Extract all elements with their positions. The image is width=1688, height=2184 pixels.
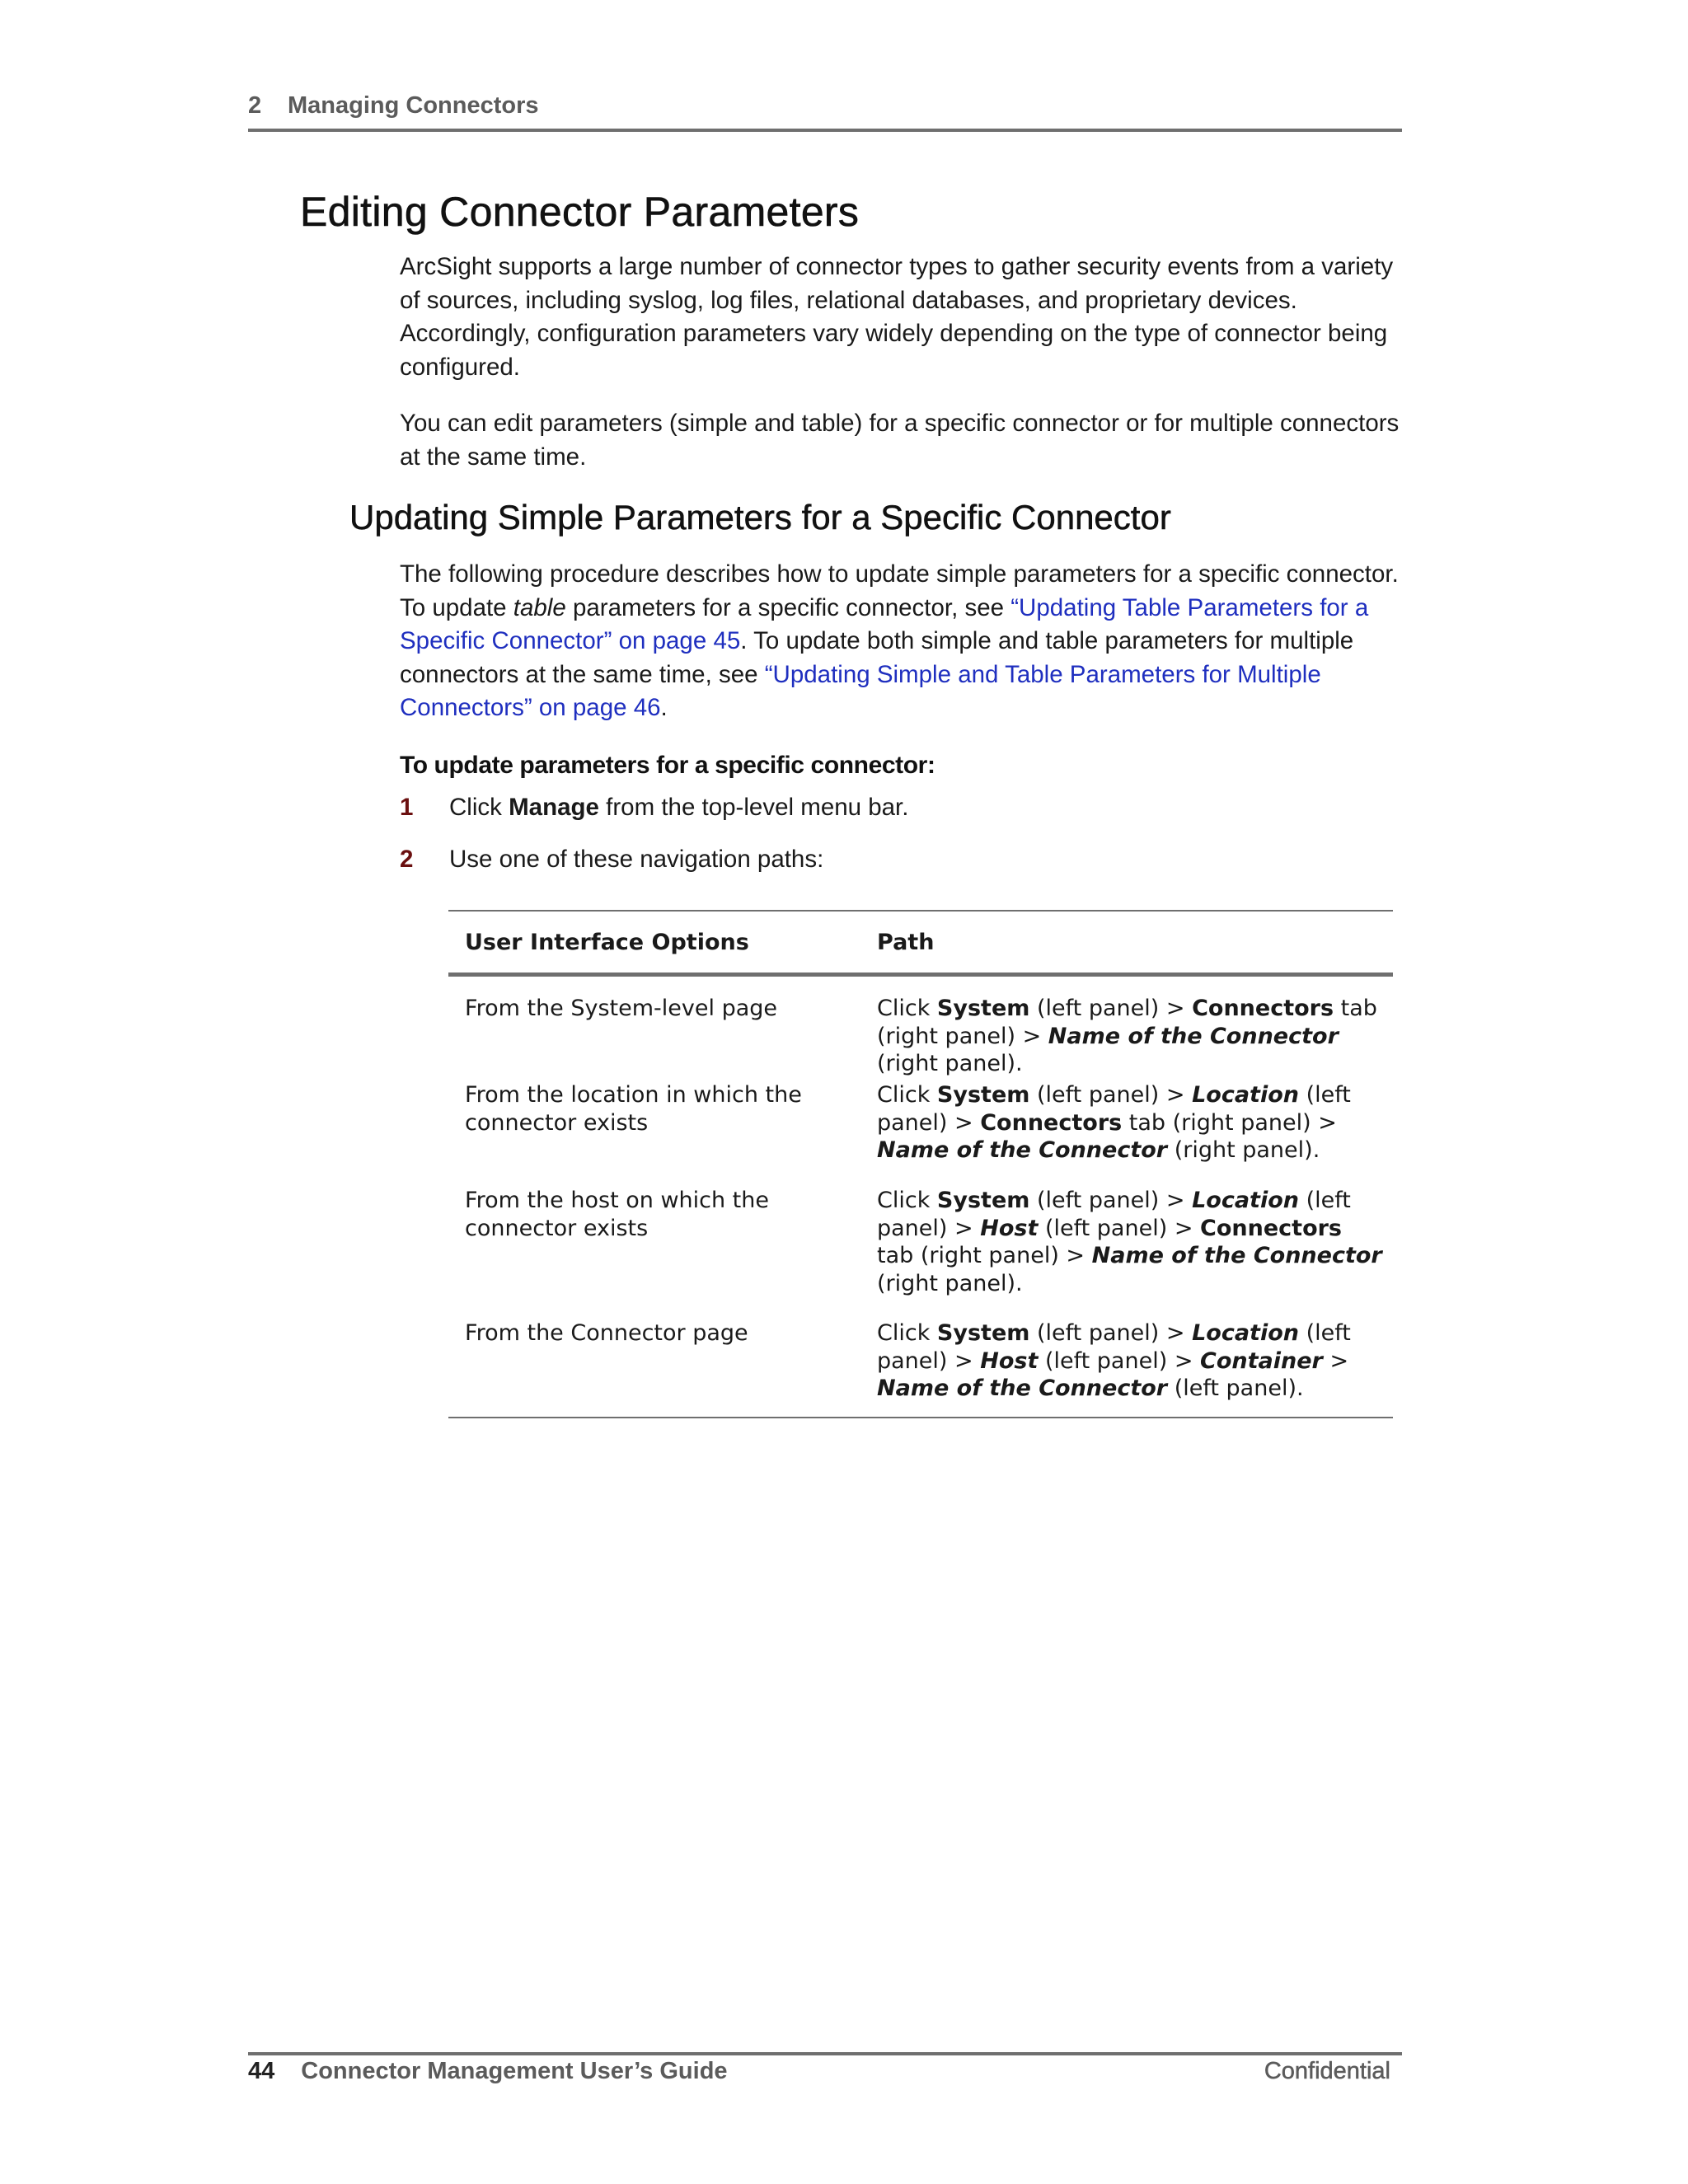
ui-placeholder-name: Name of the Connector xyxy=(1048,1023,1339,1049)
option-cell: From the location in which the connector exists xyxy=(465,1082,802,1136)
text-run: tab (right panel) > xyxy=(1122,1109,1337,1136)
ui-placeholder-name: Location xyxy=(1192,1188,1299,1213)
ui-placeholder-name: Location xyxy=(1192,1320,1299,1346)
step-2 xyxy=(400,843,1401,876)
procedure-heading: To update parameters for a specific connector: xyxy=(400,752,935,779)
text-run: from the top-level menu bar. xyxy=(598,794,909,821)
text-run: Click xyxy=(449,794,509,821)
text-run: (left panel). xyxy=(1167,1376,1304,1401)
ui-placeholder-name: Name of the Connector xyxy=(877,1137,1168,1163)
text-run: . To update both simple and table parameters for multiple connectors at the same time, see xyxy=(400,627,1354,688)
table-row xyxy=(448,1319,1393,1417)
step-number: 2 xyxy=(400,846,414,873)
text-run: (left panel) > xyxy=(1038,1215,1201,1241)
intro-paragraph: ArcSight supports a large number of connector types to gather security events from a variety of sources, including syslog, log files, relational databases, and proprietary devices. Accordingly, configuration parameters vary widely depending on the type of connector being configured. xyxy=(400,253,1394,381)
ui-element-name: Connectors xyxy=(1192,996,1334,1021)
ui-placeholder-name: Location xyxy=(1192,1082,1299,1108)
chapter-title: Managing Connectors xyxy=(288,92,539,119)
step-1 xyxy=(400,791,1401,824)
text-run: Click xyxy=(877,1320,937,1346)
text-run: Click xyxy=(877,996,937,1021)
column-header-options: User Interface Options xyxy=(465,930,749,956)
table-row xyxy=(448,1187,1393,1319)
ui-element-name: System xyxy=(936,1320,1030,1346)
text-run: (left panel) > xyxy=(877,1320,1351,1374)
option-cell: From the Connector page xyxy=(465,1320,748,1346)
path-cell xyxy=(877,1187,1393,1297)
footer-rule xyxy=(248,2052,1402,2055)
ui-element-name: System xyxy=(936,1082,1030,1108)
emphasis-table: table xyxy=(513,593,566,621)
text-run: (right panel). xyxy=(877,1051,1023,1076)
text-run: (left panel) > xyxy=(1029,996,1193,1021)
footer-left xyxy=(248,2058,728,2085)
ui-placeholder-name: Name of the Connector xyxy=(1091,1243,1382,1268)
ui-element-name: Connectors xyxy=(980,1109,1123,1136)
text-run: tab (right panel) > xyxy=(877,1243,1092,1268)
link-updating-table-parameters[interactable]: “Updating Table Parameters for a Specific Connector” on page 45 xyxy=(400,593,1369,654)
page-footer xyxy=(248,2058,1390,2085)
classification-label: Confidential xyxy=(1264,2058,1390,2084)
menu-name-manage: Manage xyxy=(509,794,599,821)
scope-paragraph: You can edit parameters (simple and table) for a specific connector or for multiple connectors at the same time. xyxy=(400,410,1400,471)
procedure-description xyxy=(400,558,1401,725)
table-row xyxy=(448,977,1393,1081)
text-run: . xyxy=(660,694,668,721)
text-run: Click xyxy=(877,1082,937,1108)
page-title: Editing Connector Parameters xyxy=(300,189,860,235)
document-title: Connector Management User’s Guide xyxy=(301,2058,728,2084)
text-run: parameters for a specific connector, see xyxy=(565,593,1011,621)
option-cell: From the host on which the connector exists xyxy=(465,1188,769,1241)
link-updating-simple-and-table-parameters[interactable]: “Updating Simple and Table Parameters for Multiple Connectors” on page 46 xyxy=(400,660,1321,721)
text-run: (left panel) > xyxy=(1029,1188,1193,1213)
table-row xyxy=(448,1081,1393,1187)
section-title: Updating Simple Parameters for a Specific Connector xyxy=(349,498,1171,537)
chapter-number: 2 xyxy=(248,92,262,119)
table-header-row xyxy=(448,912,1393,977)
text-run: (left panel) > xyxy=(1038,1347,1201,1374)
running-header xyxy=(248,92,1402,132)
text-run: (right panel). xyxy=(1167,1137,1320,1163)
text-run: > xyxy=(1322,1347,1349,1374)
step-text: Use one of these navigation paths: xyxy=(449,846,824,873)
ui-element-name: System xyxy=(936,1188,1030,1213)
text-run: (left panel) > xyxy=(1029,1320,1193,1346)
text-run: tab (right panel) > xyxy=(877,996,1377,1049)
step-text xyxy=(449,791,908,824)
text-run: The following procedure describes how to update simple parameters for a specific connector. To update xyxy=(400,560,1399,621)
path-cell xyxy=(877,995,1393,1078)
text-run: (right panel). xyxy=(877,1270,1023,1296)
option-cell: From the System-level page xyxy=(465,996,778,1021)
text-run: (left panel) > xyxy=(1029,1082,1193,1108)
ui-placeholder-name: Host xyxy=(980,1347,1039,1374)
text-run: (left panel) > xyxy=(877,1082,1351,1136)
text-run: (left panel) > xyxy=(877,1188,1351,1241)
ui-placeholder-name: Host xyxy=(980,1215,1039,1241)
text-run: Click xyxy=(877,1188,937,1213)
ui-element-name: System xyxy=(936,996,1030,1021)
path-cell xyxy=(877,1081,1393,1165)
column-header-path: Path xyxy=(877,930,935,956)
page-number: 44 xyxy=(248,2058,275,2084)
ui-placeholder-name: Container xyxy=(1200,1347,1323,1374)
ui-element-name: Connectors xyxy=(1200,1215,1342,1241)
path-cell xyxy=(877,1319,1393,1403)
navigation-paths-table xyxy=(448,910,1393,1418)
step-number: 1 xyxy=(400,794,414,821)
ui-placeholder-name: Name of the Connector xyxy=(877,1376,1168,1401)
